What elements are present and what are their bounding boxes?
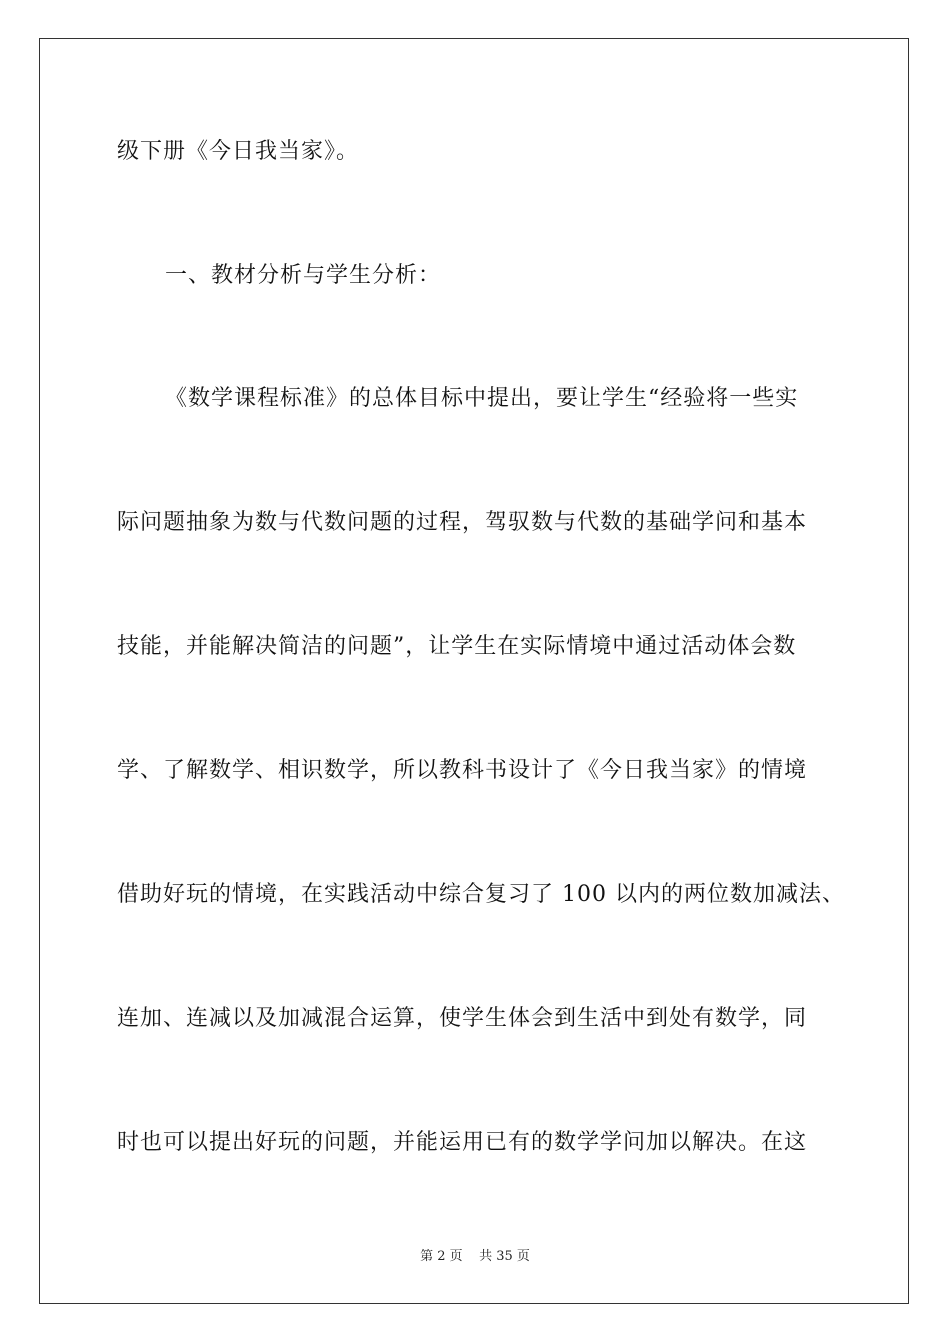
body-text-line: 时也可以提出好玩的问题，并能运用已有的数学学问加以解决。在这 <box>117 1130 808 1155</box>
page-number-footer: 第 2 页 共 35 页 <box>420 1249 530 1264</box>
body-text-line: 技能，并能解决简洁的问题”，让学生在实际情境中通过活动体会数 <box>117 634 797 659</box>
body-text-line: 际问题抽象为数与代数问题的过程，驾驭数与代数的基础学问和基本 <box>117 510 808 535</box>
body-text-line: 连加、连减以及加减混合运算，使学生体会到生活中到处有数学，同 <box>117 1006 808 1031</box>
body-text-line: 借助好玩的情境，在实践活动中综合复习了 100 以内的两位数加减法、 <box>117 882 845 907</box>
body-text-line: 《数学课程标准》的总体目标中提出，要让学生“经验将一些实 <box>165 386 799 411</box>
body-text-line: 学、了解数学、相识数学，所以教科书设计了《今日我当家》的情境 <box>117 758 808 783</box>
section-heading: 一、教材分析与学生分析： <box>165 263 442 288</box>
body-text-line: 级下册《今日我当家》。 <box>117 139 360 164</box>
page-border <box>39 38 909 1304</box>
